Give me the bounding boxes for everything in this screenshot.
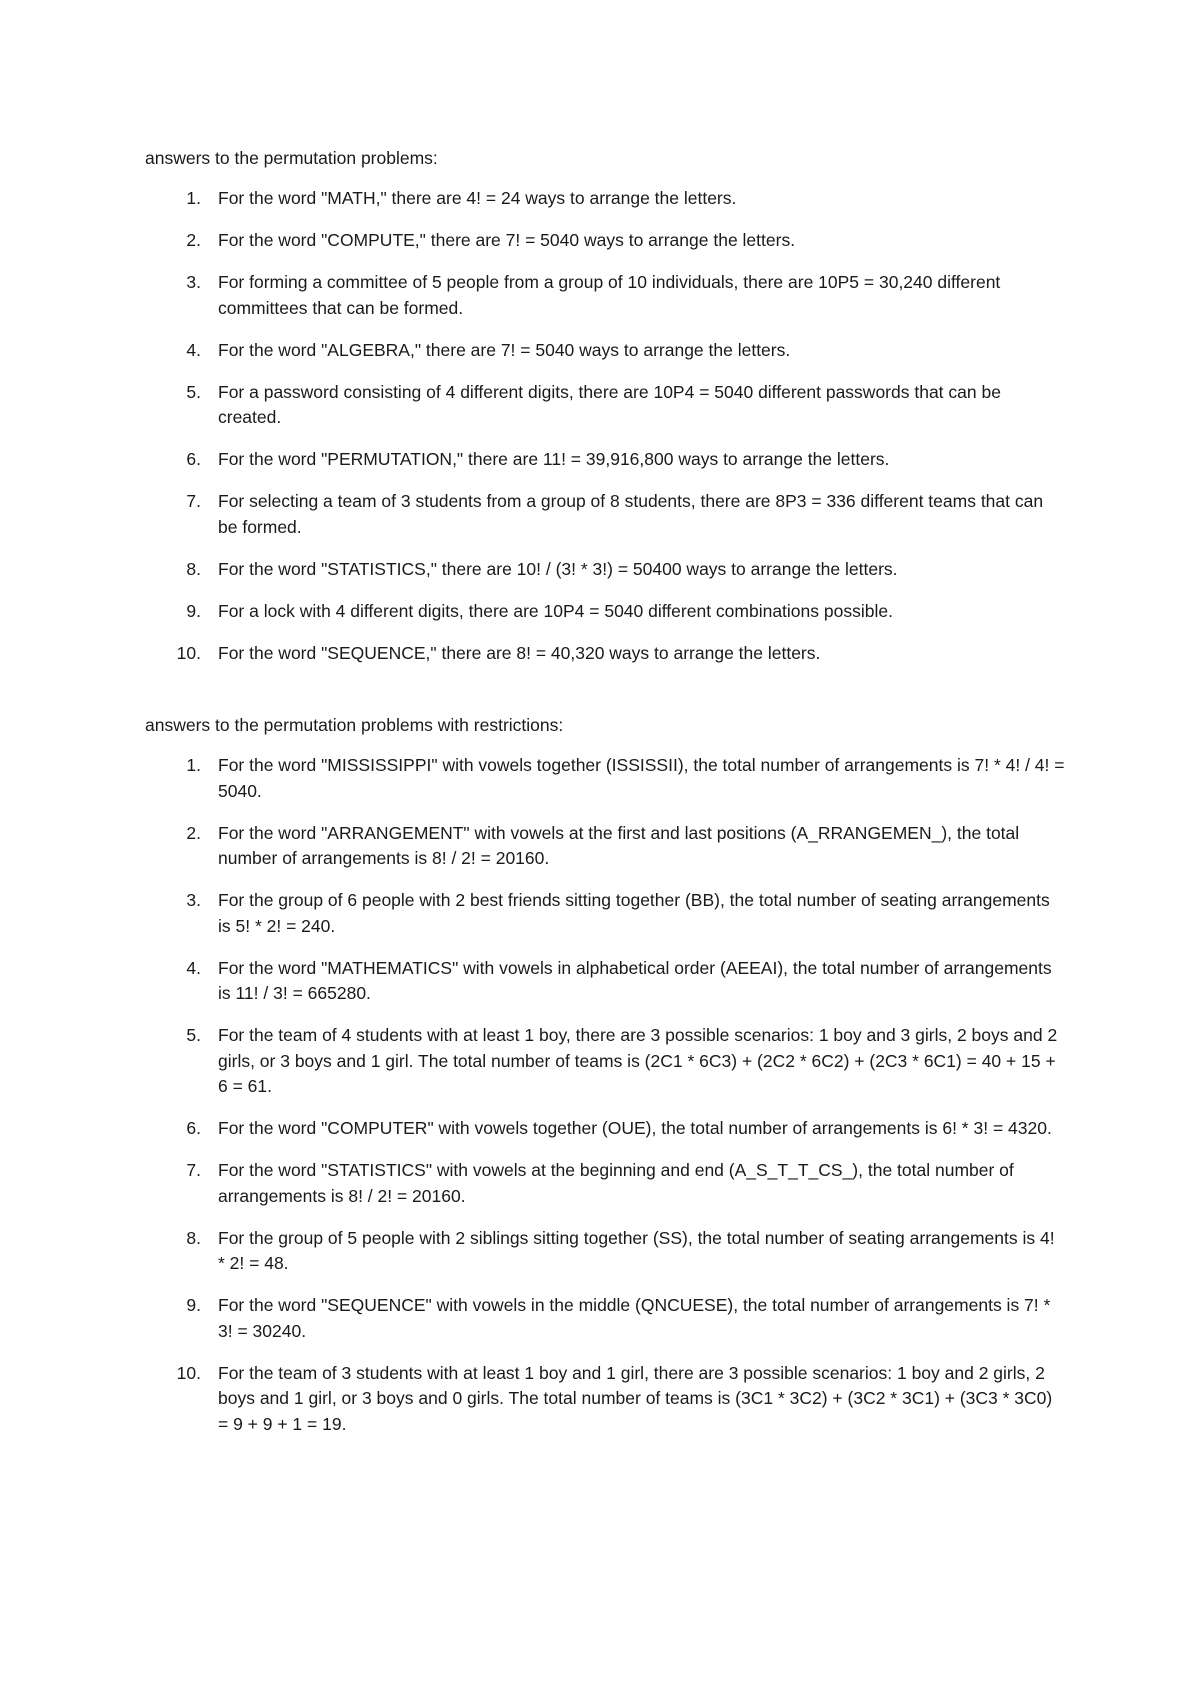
- list-item-number: 3.: [186, 890, 201, 910]
- list-item-text: For the word "COMPUTE," there are 7! = 5040 ways to arrange the letters.: [218, 230, 796, 250]
- list-item-number: 8.: [186, 558, 201, 579]
- list-item-number: 7.: [186, 1160, 201, 1180]
- list-item-number: 8.: [186, 1227, 201, 1248]
- list-item-text: For the group of 5 people with 2 siblings sitting together (SS), the total number of seating arrangements is 4! * 2! = 48.: [218, 1227, 1055, 1273]
- list-item: [145, 1293, 1065, 1344]
- list-item-number: 10.: [176, 642, 201, 663]
- list-item: [145, 447, 1065, 473]
- list-item-number: 4.: [186, 957, 201, 978]
- answer-list-permutation: [145, 186, 1065, 683]
- list-item-number: 2.: [186, 230, 201, 250]
- section-heading-permutation: answers to the permutation problems:: [145, 148, 438, 168]
- list-item-number: 6.: [186, 1118, 201, 1138]
- list-item: [145, 1158, 1065, 1209]
- list-item-text: For the word "STATISTICS" with vowels at the beginning and end (A_S_T_T_CS_), the total number of arrangements is 8! / 2! = 20160.: [218, 1160, 1014, 1206]
- answer-list-restrictions: [145, 753, 1065, 1454]
- list-item: [145, 1023, 1065, 1100]
- list-item: [145, 270, 1065, 321]
- list-item: [145, 380, 1065, 431]
- list-item-number: 4.: [186, 339, 201, 360]
- list-item: [145, 489, 1065, 540]
- list-item: [145, 557, 1065, 583]
- list-item-number: 2.: [186, 822, 201, 843]
- list-item-text: For a password consisting of 4 different digits, there are 10P4 = 5040 different passwords that can be created.: [218, 381, 1001, 427]
- list-item-text: For the word "MISSISSIPPI" with vowels together (ISSISSII), the total number of arrangements is 7! * 4! / 4! = 5040.: [218, 755, 1065, 801]
- list-item-text: For the word "SEQUENCE" with vowels in the middle (QNCUESE), the total number of arrangements is 7! * 3! = 30240.: [218, 1295, 1051, 1341]
- list-item: [145, 228, 1065, 254]
- list-item: [145, 1361, 1065, 1438]
- list-item-number: 9.: [186, 600, 201, 621]
- list-item-text: For the group of 6 people with 2 best friends sitting together (BB), the total number of seating arrangements is 5! * 2! = 240.: [218, 890, 1050, 936]
- list-item-text: For the word "PERMUTATION," there are 11! = 39,916,800 ways to arrange the letters.: [218, 449, 890, 469]
- list-item-number: 6.: [186, 449, 201, 469]
- list-item: [145, 956, 1065, 1007]
- list-item: [145, 1226, 1065, 1277]
- list-item: [145, 599, 1065, 625]
- list-item: [145, 641, 1065, 667]
- list-item-number: 9.: [186, 1295, 201, 1315]
- list-item: [145, 821, 1065, 872]
- list-item-text: For the word "ALGEBRA," there are 7! = 5040 ways to arrange the letters.: [218, 339, 791, 360]
- list-item-text: For the word "ARRANGEMENT" with vowels at the first and last positions (A_RRANGEMEN_), the total number of arrangements is 8! / 2! = 20160.: [218, 822, 1020, 868]
- list-item-number: 10.: [176, 1362, 201, 1383]
- list-item-text: For selecting a team of 3 students from a group of 8 students, there are 8P3 = 336 different teams that can be formed.: [218, 491, 1044, 537]
- list-item-text: For the word "COMPUTER" with vowels together (OUE), the total number of arrangements is 6! * 3! = 4320.: [218, 1118, 1052, 1138]
- list-item-number: 1.: [186, 188, 201, 208]
- section-heading-restrictions: answers to the permutation problems with restrictions:: [145, 715, 564, 735]
- list-item-number: 1.: [186, 755, 201, 775]
- list-item-text: For the word "STATISTICS," there are 10! / (3! * 3!) = 50400 ways to arrange the letters.: [218, 558, 898, 579]
- list-item-number: 5.: [186, 381, 201, 402]
- list-item: [145, 888, 1065, 939]
- list-item-text: For forming a committee of 5 people from a group of 10 individuals, there are 10P5 = 30,240 different committees that can be formed.: [218, 272, 1001, 318]
- list-item-text: For a lock with 4 different digits, there are 10P4 = 5040 different combinations possible.: [218, 600, 893, 621]
- list-item-text: For the word "MATH," there are 4! = 24 ways to arrange the letters.: [218, 188, 737, 208]
- list-item: [145, 1116, 1065, 1142]
- list-item-number: 7.: [186, 491, 201, 511]
- list-item-text: For the team of 4 students with at least 1 boy, there are 3 possible scenarios: 1 boy and 3 girls, 2 boys and 2 girls, or 3 boys and 1 girl. The total number of teams is (2C1 * 6C3) + (2C2 * 6C2) + (2C3 * 6C1) = 40 + 15 + 6 = 61.: [218, 1025, 1058, 1096]
- list-item-text: For the word "SEQUENCE," there are 8! = 40,320 ways to arrange the letters.: [218, 642, 821, 663]
- list-item: [145, 186, 1065, 212]
- list-item-number: 5.: [186, 1025, 201, 1045]
- list-item-text: For the word "MATHEMATICS" with vowels in alphabetical order (AEEAI), the total number of arrangements is 11! / 3! = 665280.: [218, 957, 1052, 1003]
- list-item-number: 3.: [186, 272, 201, 292]
- list-item: [145, 338, 1065, 364]
- list-item: [145, 753, 1065, 804]
- list-item-text: For the team of 3 students with at least 1 boy and 1 girl, there are 3 possible scenarios: 1 boy and 2 girls, 2 boys and 1 girl, or 3 boys and 0 girls. The total number of teams is (3C1 * 3C2) + (3C2 * 3C1) + (3C3 * 3C0) = 9 + 9 + 1 = 19.: [218, 1362, 1053, 1434]
